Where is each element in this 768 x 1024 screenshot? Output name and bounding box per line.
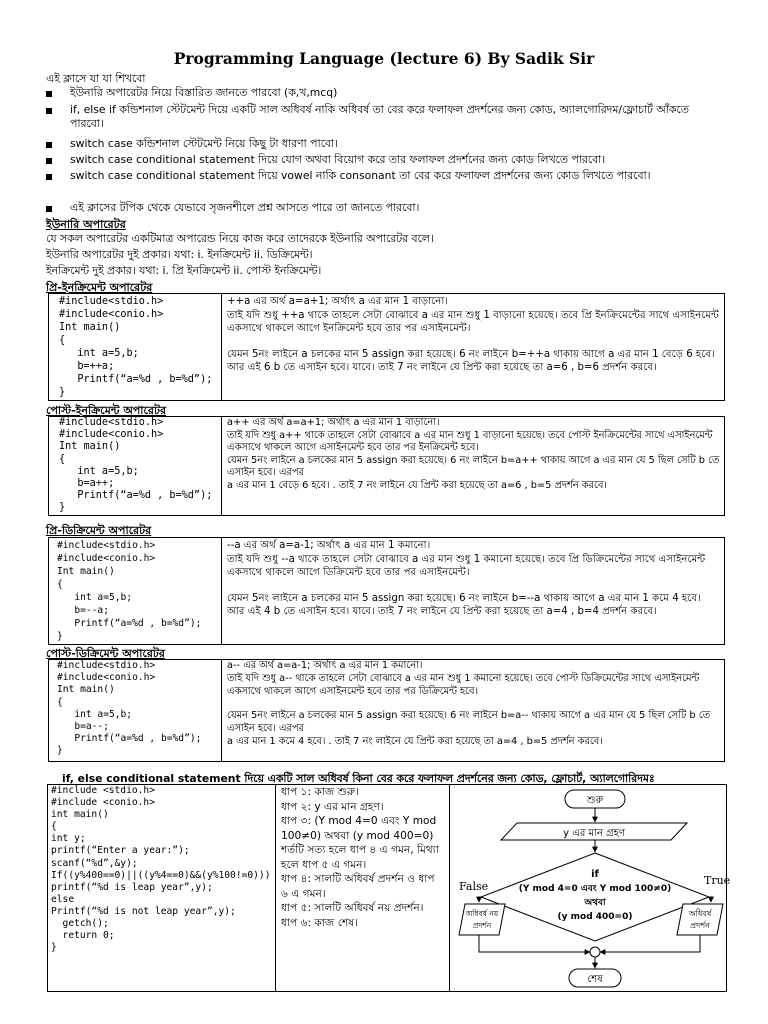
algorithm-cell: [275, 785, 450, 991]
intro-bullet: এই ক্লাসের টপিক থেকে যেভাবে সৃজনশীলে প্রশ্ন আসতে পারে তা জানতে পারবো।: [70, 201, 420, 214]
merge-arrow: [600, 935, 700, 952]
false-branch-arrow: [479, 897, 481, 902]
post-decrement-box: [48, 659, 725, 762]
description-line: --a এর অর্থ a=a-1; অর্থাৎ a এর মান 1 কমানো।: [227, 540, 431, 551]
algorithm-step: ধাপ ৩: (Y mod 4=0 এবং Y mod 100≠0) অথবা (y mod 400=0) শর্তটি সত্য হলে ধাপ ৪ এ গমন, মিথ্যা হলে ধাপ ৫ এ গমন।: [281, 815, 439, 871]
algorithm-step: ধাপ ২: y এর মান গ্রহণ।: [281, 800, 384, 813]
description-paragraph: তাই যদি শুধু --a থাকে তাহলে সেটা বোঝাবে a এর মান শুধু 1 কমানো হয়েছে। তবে প্রি ডিক্রিমেন্টের সাথে এসাইনমেন্ট একসাথে থাকলে আগে ডিক্রিমেন্ট হবে তার পর এসাইনমেন্ট।: [227, 553, 706, 578]
description-line: a++ এর অর্থ a=a+1; অর্থাৎ a এর মান 1 বাড়ানো।: [227, 417, 440, 428]
true-output-label: প্রদর্শন: [690, 921, 710, 930]
intro-bullet: switch case conditional statement দিয়ে vowel নাকি consonant তা বের করে ফলাফল প্রদর্শনের জন্য কোড লিখতে পারবো।: [70, 169, 651, 182]
intro-bullet: switch case conditional statement দিয়ে যোগ অথবা বিয়োগ করে তার ফলাফল প্রদর্শনের জন্য কোড লিখতে পারবো।: [70, 153, 606, 166]
code-cell: [49, 417, 222, 515]
description-cell: [227, 660, 720, 749]
page-title: Programming Language (lecture 6) By Sadik Sir: [173, 49, 595, 68]
description-paragraph: যেমন 5নং লাইনে a চলকের মান 5 assign করা হয়েছে। 6 নং লাইনে b=a++ থাকায় আগে a এর মান যে 5 ছিল সেটি b তে এসাইন হবে। এরপর: [227, 454, 720, 478]
decision-if: if: [591, 869, 599, 880]
section-heading-post-decrement: পোস্ট-ডিক্রিমেন্ট অপারেটর: [46, 647, 165, 660]
false-output-label: অধিবর্ষ নয়: [465, 909, 499, 918]
true-output-label: অধিবর্ষ: [688, 909, 712, 918]
description-cell: [227, 539, 720, 619]
code-block: #include<stdio.h> #include<conio.h> Int main() { int a=5,b; b=a++; Printf(“a=%d , b=%d”); }: [59, 417, 213, 514]
description-paragraph: তাই যদি শুধু a++ থাকে তাহলে সেটা বোঝাবে a এর মান শুধু 1 বাড়ানো হয়েছে। তবে পোস্ট ইনক্রিমেন্টের সাথে এসাইনমেন্ট একসাথে থাকলে আগে এসাইনমেন্ট হবে তার পর ইনক্রিমেন্ট হবে।: [227, 429, 713, 453]
code-cell: [49, 294, 222, 400]
description-paragraph: a এর মান 1 কমে 4 হবে। . তাই 7 নং লাইনে যে প্রিন্ট করা হয়েছে তা a=4 , b=5 প্রদর্শন করবে।: [227, 735, 603, 747]
intro-bullet: ইউনারি অপারেটর নিয়ে বিস্তারিত জানতে পারবো (ক,খ,mcq): [70, 86, 338, 99]
code-block: #include<stdio.h> #include<conio.h> Int main() { int a=5,b; b=--a; Printf(“a=%d , b=%d”); }: [57, 540, 202, 642]
description-paragraph: a এর মান 1 বেড়ে 6 হবে। . তাই 7 নং লাইনে যে প্রিন্ট করা হয়েছে তা a=6 , b=5 প্রদর্শন করবে।: [227, 479, 607, 491]
true-branch-arrow: [709, 897, 711, 902]
section-heading-pre-increment: প্রি-ইনক্রিমেন্ট অপারেটর: [46, 281, 153, 294]
code-cell: [49, 660, 222, 761]
decision-diamond: [481, 853, 709, 941]
leap-year-flowchart: [449, 785, 731, 991]
leap-code-cell: [48, 785, 276, 991]
true-label: True: [704, 874, 731, 887]
pre-decrement-box: [48, 537, 725, 645]
false-output-label: প্রদর্শন: [472, 921, 492, 930]
code-block: #include<stdio.h> #include<conio.h> Int main() { int a=5,b; b=++a; Printf(“a=%d , b=%d”); }: [59, 296, 213, 398]
intro-heading: এই ক্লাসে যা যা শিখবো: [46, 72, 146, 85]
decision-condition: (Y mod 4=0 এবং Y mod 100≠0): [518, 884, 672, 894]
unary-types: ইউনারি অপারেটর দুই প্রকার। যথা: i. ইনক্রিমেন্ট ii. ডিক্রিমেন্ট।: [46, 248, 313, 261]
section-heading-unary: ইউনারি অপারেটর: [46, 218, 126, 231]
decision-or: অথবা: [584, 898, 606, 908]
intro-bullet: if, else if কন্ডিশনাল স্টেটমেন্ট দিয়ে একটি সাল অধিবর্ষ নাকি অধিবর্ষ তা বের করে ফলাফল প্রদর্শনের জন্য কোড, অ্যালগোরিদম/ফ্লোচার্ট আঁকতে পারবো।: [70, 103, 689, 130]
section-heading-pre-decrement: প্রি-ডিক্রিমেন্ট অপারেটর: [46, 524, 152, 537]
end-label: শেষ: [587, 974, 603, 985]
algorithm-step: ধাপ ৪: সালটি অধিবর্ষ প্রদর্শন ও ধাপ ৬ এ গমন।: [281, 873, 435, 900]
description-line: a-- এর অর্থ a=a-1; অর্থাৎ a এর মান 1 কমানো।: [227, 660, 423, 671]
post-increment-box: [48, 416, 725, 516]
bullet-marker: [46, 174, 52, 180]
intro-bullet: switch case কন্ডিশনাল স্টেটমেন্ট নিয়ে কিছু টা ধারণা পাবো।: [70, 137, 338, 150]
description-cell: [227, 295, 720, 375]
bullet-marker: [46, 108, 52, 114]
description-line: ++a এর অর্থ a=a+1; অর্থাৎ a এর মান 1 বাড়ানো।: [227, 296, 448, 307]
bullet-marker: [46, 158, 52, 164]
code-cell: [49, 538, 222, 644]
increment-types: ইনক্রিমেন্ট দুই প্রকার। যথা: i. প্রি ইনক্রিমেন্ট ii. পোস্ট ইনক্রিমেন্ট।: [46, 264, 322, 277]
algorithm-steps: [281, 785, 441, 930]
false-label: False: [459, 880, 489, 893]
merge-arrow: [479, 935, 590, 952]
leap-code-block: #include <stdio.h> #include <conio.h> int main() { int y; printf(“Enter a year:”); scanf(“%d”,&y); If((y%400==0)||((y%4==0)&&(y%100!=0))) printf(“%d is leap year”,y); else Printf(“%d is not leap year”,y); getch(); return 0; }: [51, 785, 271, 954]
pre-increment-box: [48, 293, 725, 401]
description-paragraph: তাই যদি শুধু a-- থাকে তাহলে সেটা বোঝাবে a এর মান শুধু 1 কমানো হয়েছে। তবে পোস্ট ডিক্রিমেন্টের সাথে এসাইনমেন্ট একসাথে থাকলে আগে এসাইনমেন্ট হবে তার পর ডিক্রিমেন্ট হবে।: [227, 672, 700, 697]
unary-definition: যে সকল অপারেটর একটিমাত্র অপারেন্ড নিয়ে কাজ করে তাদেরকে ইউনারি অপারেটর বলে।: [46, 232, 434, 245]
description-paragraph: যেমন 5নং লাইনে a চলকের মান 5 assign করা হয়েছে। 6 নং লাইনে b=a-- থাকায় আগে a এর মান যে 5 ছিল সেটি b তে এসাইন হবে। এরপর: [227, 710, 711, 735]
description-cell: [227, 417, 720, 492]
algorithm-step: ধাপ ৫: সালটি অধিবর্ষ নয় প্রদর্শন।: [281, 902, 424, 914]
code-block: #include<stdio.h> #include<conio.h> Int main() { int a=5,b; b=a--; Printf(“a=%d , b=%d”); }: [57, 660, 202, 757]
description-paragraph: যেমন 5নং লাইনে a চলকের মান 5 assign করা হয়েছে। 6 নং লাইনে b=--a থাকায় আগে a এর মান 1 কমে 4 হবে। আর এই 4 b তে এসাইন হবে। যাবে। তাই 7 নং লাইনে যে প্রিন্ট করা হয়েছে তা a=4 , b=4 প্রদর্শন করবে।: [227, 592, 701, 617]
connector-circle: [590, 947, 600, 957]
decision-condition: (y mod 400=0): [557, 912, 633, 922]
description-paragraph: তাই যদি শুধু ++a থাকে তাহলে সেটা বোঝাবে a এর মান শুধু 1 বাড়ানো হয়েছে। তবে প্রি ইনক্রিমেন্টের সাথে এসাইনমেন্ট একসাথে থাকলে আগে ইনক্রিমেন্ট হবে তার পর এসাইনমেন্ট।: [227, 309, 720, 334]
bullet-marker: [46, 206, 52, 212]
bullet-marker: [46, 142, 52, 148]
algorithm-step: ধাপ ৬: কাজ শেষ।: [281, 916, 358, 929]
bullet-marker: [46, 91, 52, 97]
start-label: শুরু: [586, 795, 604, 806]
description-paragraph: যেমন 5নং লাইনে a চলকের মান 5 assign করা হয়েছে। 6 নং লাইনে b=++a থাকায় আগে a এর মান 1 বেড়ে 6 হবে। আর এই 6 b তে এসাইন হবে। যাবে। তাই 7 নং লাইনে যে প্রিন্ট করা হয়েছে তা a=6 , b=6 প্রদর্শন করবে।: [227, 348, 715, 373]
algorithm-step: ধাপ ১: কাজ শুরু।: [281, 786, 359, 798]
section-heading-post-increment: পোস্ট-ইনক্রিমেন্ট অপারেটর: [46, 404, 167, 417]
leap-year-heading: if, else conditional statement দিয়ে একটি সাল অধিবর্ষ কিনা বের করে ফলাফল প্রদর্শনের জন্য কোড, ফ্লোচার্ট, অ্যালগোরিদমঃ: [62, 772, 655, 785]
input-label: y এর মান গ্রহণ: [563, 828, 625, 839]
